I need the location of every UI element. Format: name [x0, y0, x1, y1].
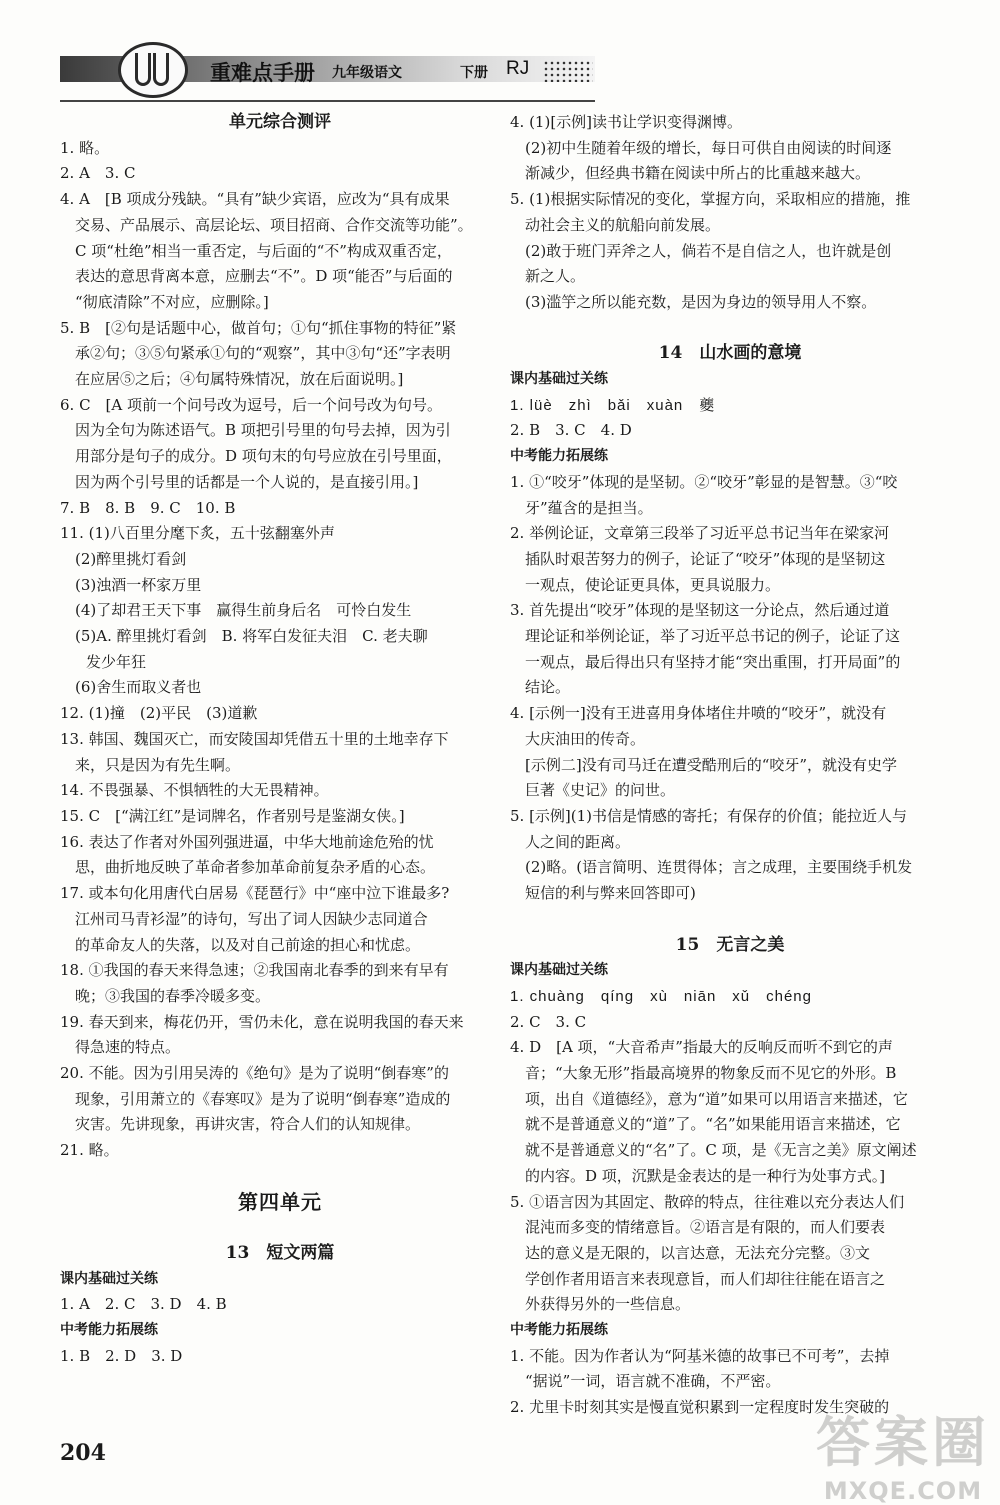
- text-line: 渐减少，但经典书籍在阅读中所占的比重越来越大。: [525, 164, 871, 183]
- text-line: 短信的利与弊来回答即可): [525, 884, 696, 903]
- answer-line: 19. 春天到来，梅花仍开，雪仍未化，意在说明我国的春天来: [60, 1012, 464, 1031]
- text-line: 项，出自《道德经》，意为“道”如果可以用语言来描述，它: [525, 1089, 908, 1108]
- page-number: 204: [60, 1440, 106, 1466]
- answer-line: 20. 不能。因为引用吴涛的《绝句》是为了说明“倒春寒”的: [60, 1064, 449, 1083]
- answer-line: 5. (1)根据实际情况的变化，掌握方向，采取相应的措施，推: [510, 190, 911, 209]
- pinyin-answer: 1. lüè zhì bǎi xuàn 夔: [510, 396, 716, 414]
- text-line: 晚；③我国的春季冷暖多变。: [75, 986, 271, 1005]
- answer-line: 5. B [②句是话题中心，做首句；①句“抓住事物的特征”紧: [60, 318, 457, 337]
- text-line: 混沌而多变的情绪意旨。②语言是有限的，而人们要表: [525, 1218, 886, 1237]
- text-line: (2)略。(语言简明、连贯得体；言之成理，主要围绕手机发: [525, 858, 913, 877]
- text-line: 外获得另外的一些信息。: [525, 1295, 691, 1314]
- text-line: [示例二]没有司马迁在遭受酷刑后的“咬牙”，就没有史学: [525, 755, 898, 774]
- header-dots-decoration: [543, 60, 593, 82]
- subsection-title: 课内基础过关练: [60, 1270, 158, 1287]
- text-line: 江州司马青衫湿”的诗句，写出了词人因缺少志同道合: [75, 909, 428, 928]
- text-line: 牙”蕴含的是担当。: [525, 498, 653, 517]
- text-line: “彻底清除”不对应，应删除。]: [75, 292, 269, 311]
- text-line: (6)舍生而取义者也: [75, 678, 202, 697]
- spacer: [60, 1164, 500, 1190]
- answer-line: 16. 表达了作者对外国列强进逼，中华大地前途危殆的忧: [60, 832, 434, 851]
- answer-line: 1. A 2. C 3. D 4. B: [60, 1295, 227, 1314]
- text-line: 灾害。先讲现象，再讲灾害，符合人们的认知规律。: [75, 1115, 421, 1134]
- section-title: 单元综合测评: [229, 112, 331, 132]
- text-line: 大庆油田的传奇。: [525, 729, 646, 748]
- unit-title: 第四单元: [238, 1189, 322, 1214]
- text-line: 巨著《史记》的问世。: [525, 781, 676, 800]
- answer-line: 4. [示例一]没有王进喜用身体堵住井喷的“咬牙”，就没有: [510, 704, 887, 723]
- answer-line: 4. D [A 项，“大音希声”指最大的反响反而听不到它的声: [510, 1038, 893, 1057]
- text-line: 音；“大象无形”指最高境界的物象反而不见它的外形。B: [525, 1064, 897, 1083]
- subsection-title: 中考能力拓展练: [60, 1322, 158, 1339]
- watermark: [816, 1400, 990, 1505]
- page-header: [60, 38, 595, 98]
- answer-line: 6. C [A 项前一个问号改为逗号，后一个问号改为句号。: [60, 395, 443, 414]
- answer-line: 2. C 3. C: [510, 1012, 587, 1031]
- text-line: 的革命友人的失落，以及对自己前途的担心和忧虑。: [75, 935, 421, 954]
- text-line: 一观点，最后得出只有坚持才能“突出重围，打开局面”的: [525, 652, 901, 671]
- right-column: [510, 110, 950, 1421]
- text-line: 在应居⑤之后；④句属特殊情况，放在后面说明。]: [75, 370, 404, 389]
- watermark-url: MXQE.COM: [823, 1477, 983, 1505]
- text-line: 的内容。D 项，沉默是金表达的是一种行为处事方式。]: [525, 1166, 886, 1185]
- text-line: 思，曲折地反映了革命者参加革命前复杂矛盾的心态。: [75, 858, 436, 877]
- text-line: (4)了却君王天下事 赢得生前身后名 可怜白发生: [75, 601, 412, 620]
- section-title: 13 短文两篇: [225, 1242, 335, 1263]
- text-line: (5)A. 醉里挑灯看剑 B. 将军白发征夫泪 C. 老夫聊: [75, 627, 428, 646]
- answer-line: 1. 略。: [60, 138, 110, 157]
- section-title: 14 山水画的意境: [658, 343, 802, 364]
- answer-line: 2. 尤里卡时刻其实是慢直觉积累到一定程度时发生突破的: [510, 1398, 890, 1417]
- text-line: 一观点，使论证更具体，更具说服力。: [525, 575, 781, 594]
- text-line: 动社会主义的航船向前发展。: [525, 215, 721, 234]
- answer-line: 1. ①“咬牙”体现的是坚韧。②“咬牙”彰显的是智慧。③“咬: [510, 472, 898, 491]
- answer-line: 2. 举例论证，文章第三段举了习近平总书记当年在梁家河: [510, 524, 890, 543]
- text-line: 表达的意思背离本意，应删去“不”。D 项“能否”与后面的: [75, 267, 453, 286]
- header-rule: [60, 100, 595, 102]
- text-line: 得急速的特点。: [75, 1038, 181, 1057]
- answer-line: 11. (1)八百里分麾下炙，五十弦翻塞外声: [60, 524, 335, 543]
- subsection-title: 课内基础过关练: [510, 371, 608, 388]
- text-line: (2)醉里挑灯看剑: [75, 549, 187, 568]
- text-line: 学创作者用语言来表现意旨，而人们却往往能在语言之: [525, 1269, 886, 1288]
- text-line: 就不是普通意义的“名”了。C 项，是《无言之美》原文阐述: [525, 1141, 917, 1160]
- subsection-title: 中考能力拓展练: [510, 1322, 608, 1339]
- text-line: 理论证和举例论证，举了习近平总书记的例子，论证了这: [525, 627, 901, 646]
- text-line: (2)初中生随着年级的增长，每日可供自由阅读的时间逐: [525, 138, 892, 157]
- watermark-text: 答案圈: [816, 1411, 990, 1474]
- text-line: 来，只是因为有先生啊。: [75, 755, 241, 774]
- answer-line: 4. A [B 项成分残缺。“具有”缺少宾语，应改为“具有成果: [60, 190, 450, 209]
- answer-line: 18. ①我国的春天来得急速；②我国南北春季的到来有早有: [60, 961, 449, 980]
- answer-line: 5. [示例](1)书信是情感的寄托；有保存的价值；能拉近人与: [510, 806, 908, 825]
- book-logo-icon: [118, 42, 188, 98]
- book-subject: 九年级语文: [332, 65, 402, 81]
- section-title: 15 无言之美: [675, 934, 785, 955]
- pinyin-answer: 1. chuàng qíng xù niān xǔ chéng: [510, 987, 812, 1005]
- answer-line: 15. C [“满江红”是词牌名，作者别号是鉴湖女侠。]: [60, 806, 405, 825]
- answer-line: 12. (1)撞 (2)平民 (3)道歉: [60, 704, 258, 723]
- subsection-title: 课内基础过关练: [510, 962, 608, 979]
- book-edition: RJ: [506, 58, 530, 79]
- text-line: 人之间的距离。: [525, 832, 631, 851]
- answer-line: 3. 首先提出“咬牙”体现的是坚韧这一分论点，然后通过道: [510, 601, 890, 620]
- spacer: [60, 1215, 500, 1241]
- text-line: 用部分是句子的成分。D 项句末的句号应放在引号里面，: [75, 447, 452, 466]
- subsection-title: 中考能力拓展练: [510, 448, 608, 465]
- answer-line: 1. B 2. D 3. D: [60, 1346, 183, 1365]
- text-line: 现象，引用萧立的《春寒叹》是为了说明“倒春寒”造成的: [75, 1089, 451, 1108]
- text-line: 因为两个引号里的话都是一个人说的，是直接引用。]: [75, 472, 419, 491]
- text-line: C 项“杜绝”相当一重否定，与后面的“不”构成双重否定，: [75, 241, 452, 260]
- answer-line: 7. B 8. B 9. C 10. B: [60, 498, 236, 517]
- text-line: 承②句；③⑤句紧承①句的“观察”，其中③句“还”字表明: [75, 344, 451, 363]
- text-line: (3)滥竽之所以能充数，是因为身边的领导用人不察。: [525, 292, 877, 311]
- answer-line: 2. A 3. C: [60, 164, 136, 183]
- text-line: 发少年狂: [86, 652, 147, 671]
- answer-line: 5. ①语言因为其固定、散碎的特点，往往难以充分表达人们: [510, 1192, 905, 1211]
- answer-line: 2. B 3. C 4. D: [510, 421, 632, 440]
- text-line: 就不是普通意义的“道”了。“名”如果能用语言来描述，它: [525, 1115, 901, 1134]
- left-column: [60, 110, 500, 1369]
- text-line: (3)浊酒一杯家万里: [75, 575, 202, 594]
- book-volume: 下册: [460, 65, 488, 81]
- spacer: [510, 907, 950, 933]
- answer-line: 17. 或本句化用唐代白居易《琵琶行》中“座中泣下谁最多?: [60, 884, 450, 903]
- answer-line: 14. 不畏强暴、不惧牺牲的大无畏精神。: [60, 781, 329, 800]
- answer-line: 1. 不能。因为作者认为“阿基米德的故事已不可考”，去掉: [510, 1346, 890, 1365]
- text-line: 达的意义是无限的，以言达意，无法充分完整。③文: [525, 1243, 871, 1262]
- text-line: (2)敢于班门弄斧之人，倘若不是自信之人，也许就是创: [525, 241, 892, 260]
- text-line: 交易、产品展示、高层论坛、项目招商、合作交流等功能”。: [75, 215, 473, 234]
- text-line: “据说”一词，语言就不准确，不严密。: [525, 1372, 781, 1391]
- text-line: 因为全句为陈述语气。B 项把引号里的句号去掉，因为引: [75, 421, 451, 440]
- answer-line: 4. (1)[示例]读书让学识变得渊博。: [510, 113, 743, 131]
- book-title: 重难点手册: [210, 61, 315, 85]
- text-line: 插队时艰苦努力的例子，论证了“咬牙”体现的是坚韧这: [525, 549, 886, 568]
- answer-line: 13. 韩国、魏国灭亡，而安陵国却凭借五十里的土地幸存下: [60, 729, 449, 748]
- answer-line: 21. 略。: [60, 1141, 119, 1160]
- text-line: 新之人。: [525, 267, 586, 286]
- text-line: 结论。: [525, 678, 571, 697]
- spacer: [510, 316, 950, 342]
